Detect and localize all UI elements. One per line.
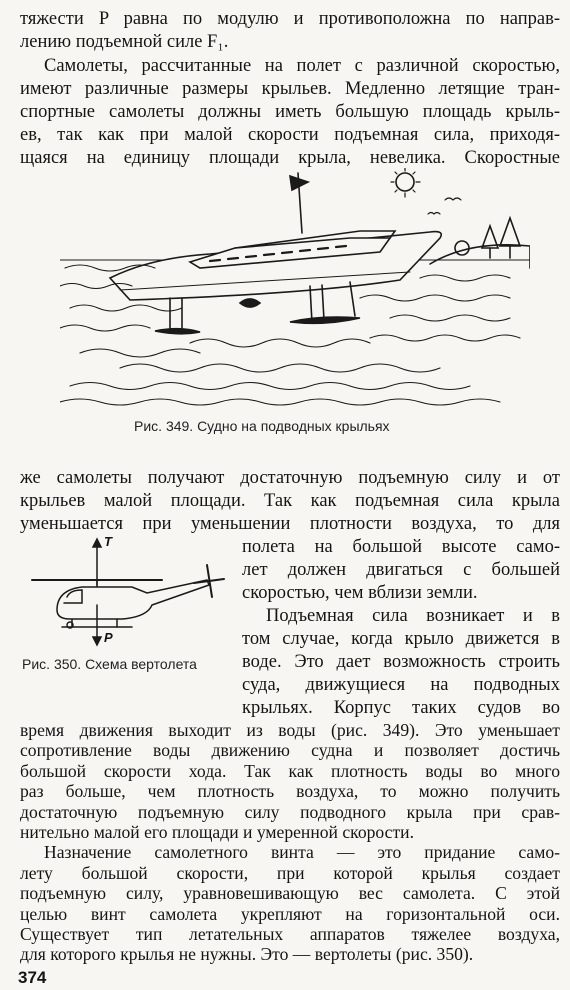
text-line: тяжести P равна по модулю и противоположна по направ-	[20, 9, 560, 29]
sun-icon	[396, 173, 414, 191]
text-line: же самолеты получают достаточную подъемную силу и от	[20, 468, 560, 488]
thrust-label: T	[104, 534, 112, 549]
text-line: лету большой скорости, при которой крылья создает	[20, 862, 560, 883]
text-line: ев, так как при малой скорости подъемная сила, приходя-	[20, 125, 560, 145]
text-line: нительно малой его площади и умеренной скорости.	[20, 822, 414, 842]
text-line: полета на большой высоте само-	[242, 537, 560, 557]
text-line: имеют различные размеры крыльев. Медленно летящие тран-	[20, 79, 560, 99]
helicopter-scheme-illustration	[22, 535, 242, 650]
page-number: 374	[18, 968, 47, 987]
text-line: Самолеты, рассчитанные на полет с различной скоростью,	[44, 56, 560, 76]
text-line: Подъемная сила возникает и в	[266, 606, 560, 626]
text-line: сопротивление воды движению судна и позволяет достичь	[20, 740, 560, 761]
text-line: лению подъемной силе F₁.	[20, 32, 229, 52]
text-line: Существует тип летательных аппаратов тяжелее воздуха,	[20, 924, 560, 944]
text-line: лет должен двигаться с большей	[242, 560, 560, 580]
text-line: целью винт самолета укрепляют на горизонтальной оси.	[20, 903, 560, 924]
text-line: щаяся на единицу площади крыла, невелика. Скоростные	[20, 148, 560, 168]
text-line: том случае, когда крыло движется в	[242, 629, 560, 649]
text-line: уменьшается при уменьшении плотности воздуха, то для	[20, 514, 560, 534]
text-line: воде. Это дает возможность строить	[242, 652, 560, 672]
text-line: крыльев малой площади. Так как подъемная сила крыла	[20, 491, 560, 511]
text-line: суда, движущиеся на подводных	[242, 675, 560, 695]
text-line: подъемную силу, уравновешивающую вес самолета. С этой	[20, 883, 560, 904]
text-line: раз больше, чем плотность воздуха, то можно получить	[20, 781, 560, 802]
text-line: крыльях. Корпус таких судов во	[242, 698, 560, 718]
text-line: время движения выходит из воды (рис. 349). Это уменьшает	[20, 720, 560, 740]
figure-349-caption: Рис. 349. Судно на подводных крыльях	[134, 418, 390, 434]
text-line: Назначение самолетного винта — это придание само-	[44, 842, 560, 863]
text-line: для которого крылья не нужны. Это — вертолеты (рис. 350).	[20, 944, 474, 965]
figure-350-caption: Рис. 350. Схема вертолета	[22, 656, 197, 672]
text-line: скоростью, чем вблизи земли.	[242, 583, 478, 603]
text-line: спортные самолеты должны иметь большую площадь крыль-	[20, 102, 560, 122]
text-line: достаточную подъемную силу подводного крыла при срав-	[20, 801, 560, 822]
text-line: большой скорости хода. Так как плотность воды во много	[20, 760, 560, 781]
hydrofoil-boat-illustration	[60, 168, 530, 408]
weight-label: P	[104, 630, 113, 645]
